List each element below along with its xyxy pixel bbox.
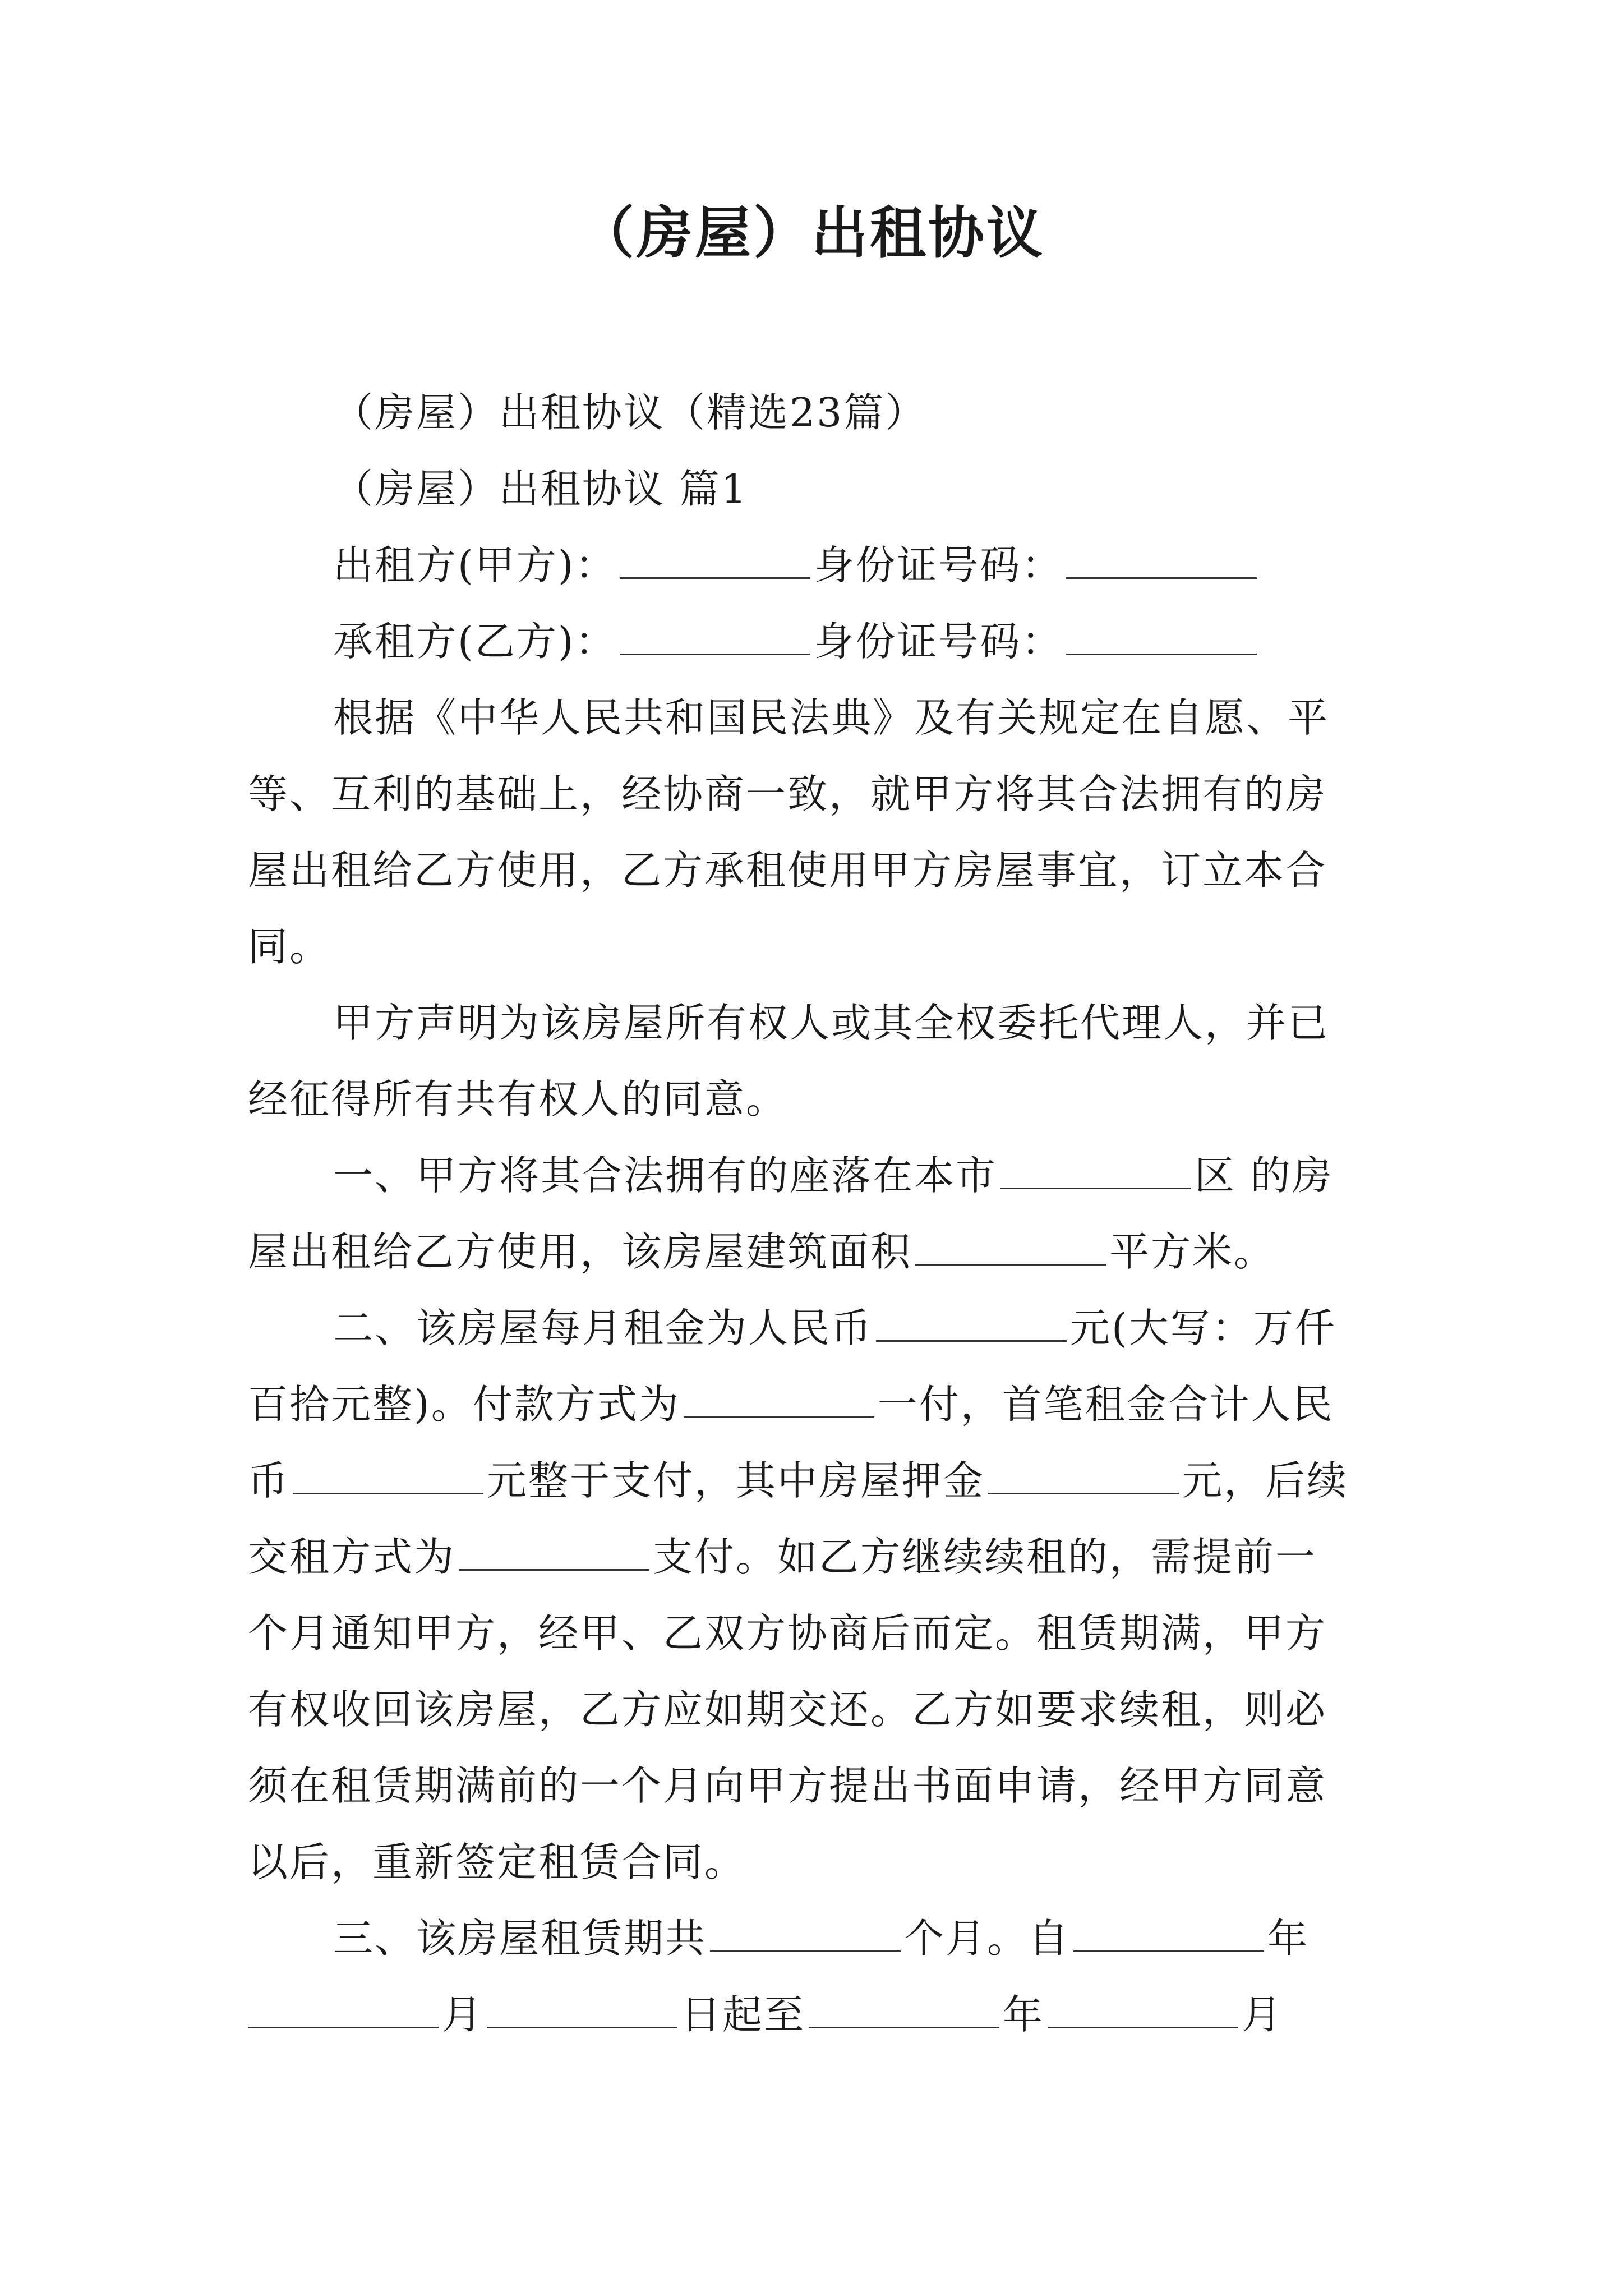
clause-text: 百拾元整)。付款方式为 (248, 1381, 680, 1428)
paragraph-line: 等、互利的基础上，经协商一致，就甲方将其合法拥有的房 (248, 771, 1327, 817)
clause-text: 交租方式为 (248, 1534, 456, 1580)
clause-text: 个月。自 (904, 1915, 1071, 1962)
lessee-label: 承租方(乙方)： (333, 618, 617, 665)
start-month-blank (248, 1989, 439, 2028)
paragraph-line: 屋出租给乙方使用，乙方承租使用甲方房屋事宜，订立本合 (248, 847, 1327, 894)
clause-line (248, 1366, 1375, 1443)
lessor-id-label: 身份证号码： (814, 542, 1063, 588)
start-day-blank (487, 1989, 677, 2028)
start-year-blank (1073, 1913, 1264, 1952)
clause-line: 须在租赁期满前的一个月向甲方提出书面申请，经甲方同意 (248, 1763, 1327, 1809)
area-blank (915, 1226, 1106, 1266)
first-payment-blank (293, 1455, 483, 1494)
clause-line (248, 1290, 1375, 1366)
document-body (248, 375, 1375, 2053)
clause-text: 元，后续 (1182, 1457, 1349, 1504)
end-month-blank (1048, 1989, 1238, 2028)
paragraph-line: 同。 (248, 923, 331, 970)
chapter-heading: （房屋）出租协议 篇1 (333, 466, 748, 512)
clause-line (248, 1901, 1375, 1977)
clause-line (248, 1214, 1375, 1290)
document-subtitle: （房屋）出租协议（精选23篇） (333, 389, 927, 436)
paragraph-basis (248, 680, 1375, 985)
clause-text: 元整于支付，其中房屋押金 (487, 1457, 985, 1504)
clause-text: 支付。如乙方继续续租的，需提前一 (653, 1534, 1317, 1580)
lessor-label: 出租方(甲方)： (333, 542, 617, 588)
clause-three (248, 1901, 1375, 2053)
clause-text: 元(大写：万仟 (1070, 1305, 1336, 1351)
subsequent-payment-blank (459, 1531, 649, 1571)
clause-line (248, 1519, 1375, 1595)
paragraph-line: 甲方声明为该房屋所有权人或其全权委托代理人，并已 (333, 1000, 1330, 1046)
document-title: （房屋）出租协议 (578, 200, 1045, 266)
paragraph-line: 根据《中华人民共和国民法典》及有关规定在自愿、平 (333, 694, 1330, 741)
district-blank (1000, 1150, 1191, 1189)
clause-text: 日起至 (681, 1991, 806, 2038)
clause-text: 月 (442, 1991, 484, 2038)
term-months-blank (710, 1913, 901, 1952)
clause-text: 月 (1242, 1991, 1284, 2038)
clause-text: 币 (248, 1457, 290, 1504)
clause-two (248, 1290, 1375, 1901)
lessee-name-blank (620, 616, 810, 655)
payment-method-blank (684, 1379, 874, 1418)
end-year-blank (809, 1989, 999, 2028)
clause-text: 年 (1003, 1991, 1045, 2038)
clause-line (248, 1977, 1375, 2053)
clause-text: 二、该房屋每月租金为人民币 (333, 1305, 873, 1351)
lessee-line (248, 604, 1375, 680)
clause-text: 年 (1267, 1915, 1310, 1962)
deposit-blank (988, 1455, 1179, 1494)
clause-text: 一付，首笔租金合计人民 (877, 1381, 1334, 1428)
lessor-id-blank (1066, 540, 1257, 579)
clause-line (248, 1443, 1375, 1519)
paragraph-declaration (248, 985, 1375, 1138)
lessee-id-label: 身份证号码： (814, 618, 1063, 665)
clause-text: 一、甲方将其合法拥有的座落在本市 (333, 1152, 998, 1199)
lessor-name-blank (620, 540, 810, 579)
clause-text: 屋出租给乙方使用，该房屋建筑面积 (248, 1228, 912, 1275)
clause-text: 区 的房 (1195, 1152, 1334, 1199)
clause-line: 以后，重新签定租赁合同。 (248, 1839, 746, 1885)
clause-line (248, 1138, 1375, 1214)
clause-line: 有权收回该房屋，乙方应如期交还。乙方如要求续租，则必 (248, 1686, 1327, 1733)
clause-line: 个月通知甲方，经甲、乙双方协商后而定。租赁期满，甲方 (248, 1610, 1327, 1657)
lessor-line (248, 527, 1375, 604)
clause-text: 三、该房屋租赁期共 (333, 1915, 707, 1962)
paragraph-line: 经征得所有共有权人的同意。 (248, 1076, 788, 1122)
clause-text: 平方米。 (1109, 1228, 1276, 1275)
clause-one (248, 1138, 1375, 1290)
lessee-id-blank (1066, 616, 1257, 655)
rent-blank (876, 1303, 1067, 1342)
